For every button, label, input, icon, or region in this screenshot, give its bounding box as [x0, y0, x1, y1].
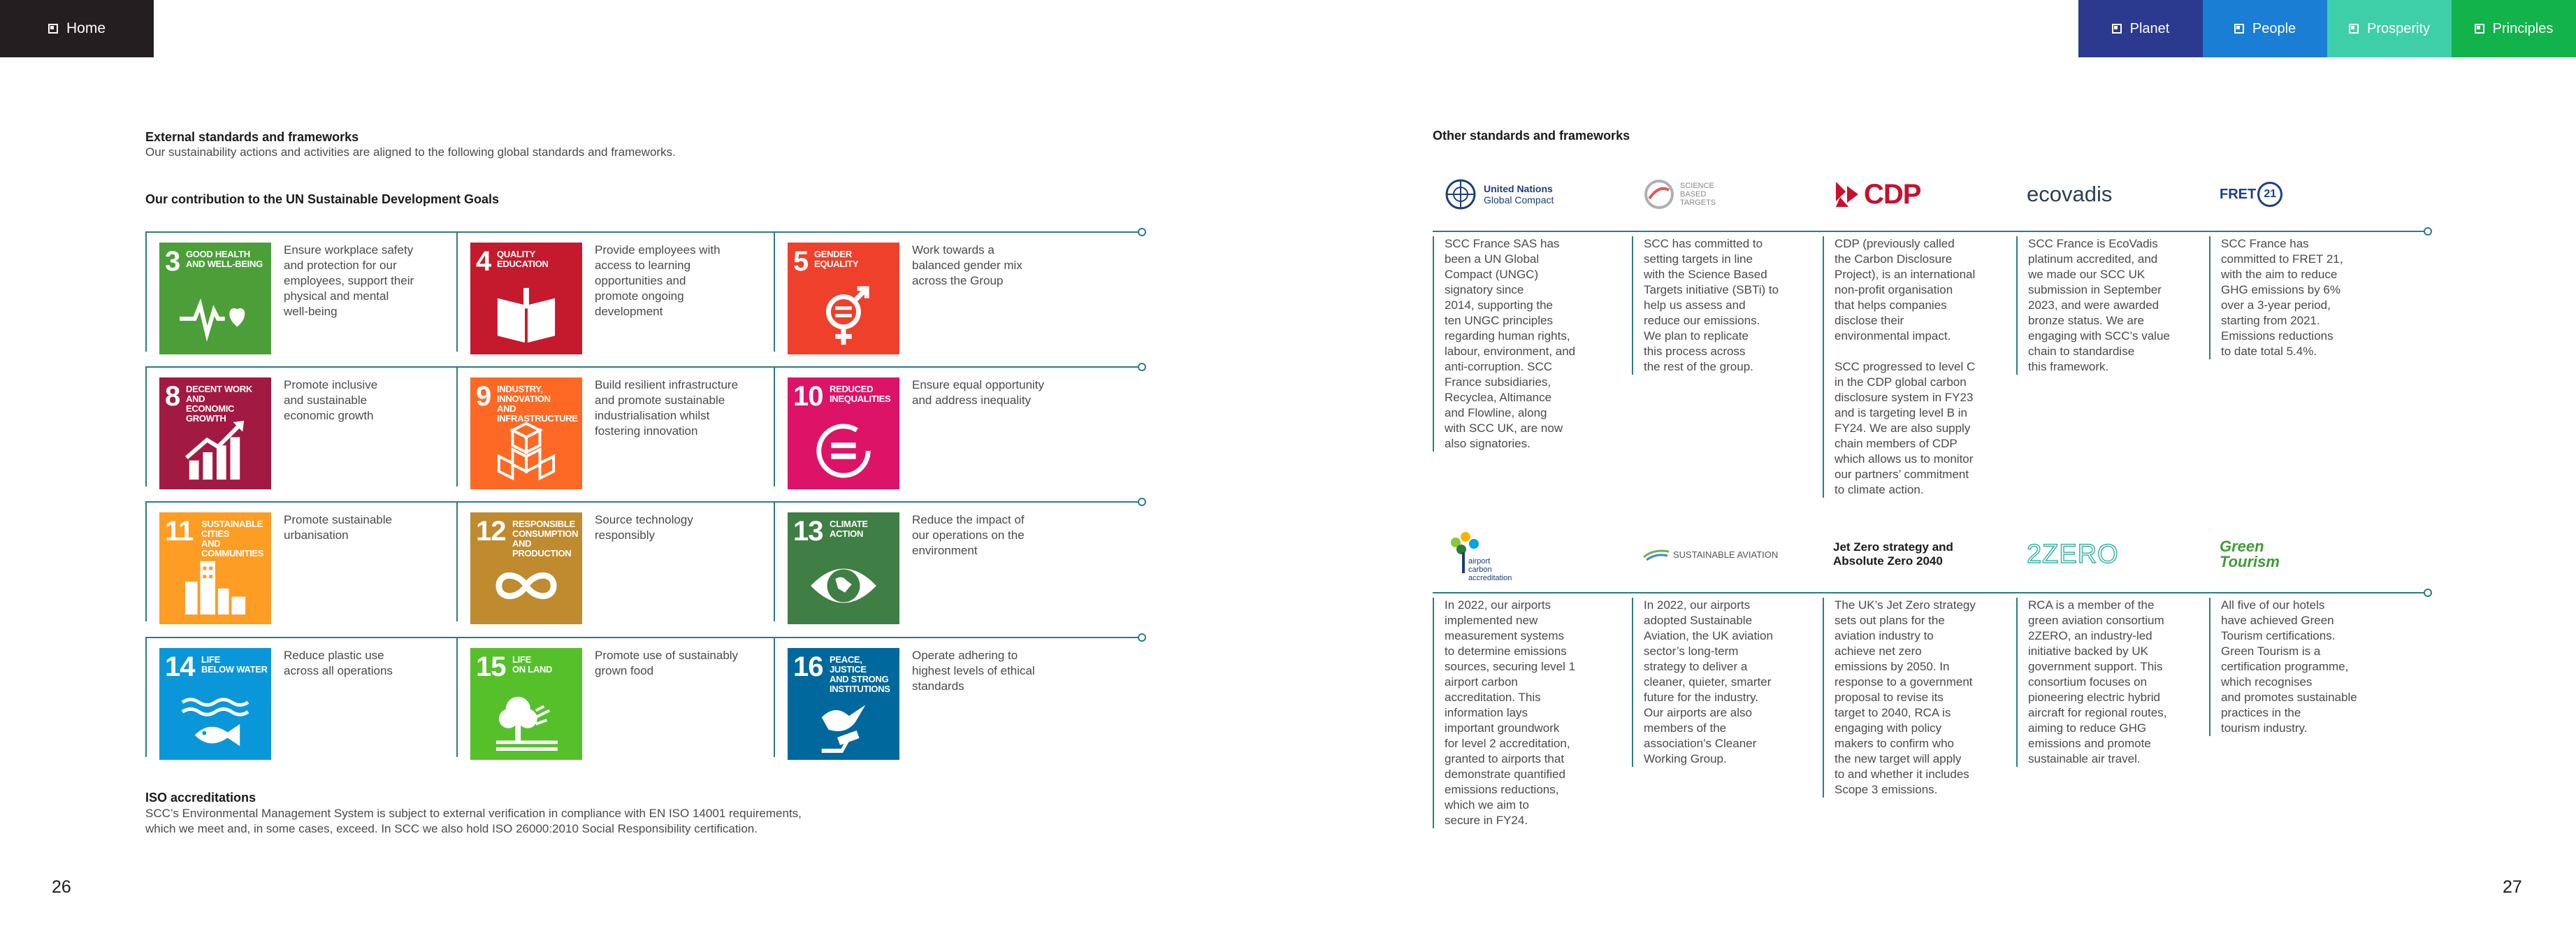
un-logo-line2: Global Compact	[1484, 194, 1554, 206]
sdg-number: 4	[476, 246, 491, 277]
fret-21-badge: 21	[2257, 182, 2282, 207]
sdg-item	[456, 501, 767, 621]
sdg-tile	[470, 243, 582, 354]
sdg-title: PEACE, JUSTICE AND STRONG INSTITUTIONS	[830, 654, 890, 694]
page-number-right: 27	[2503, 877, 2522, 897]
green-tourism-line1: Green	[2220, 538, 2264, 555]
un-logo-line1: United Nations	[1484, 183, 1553, 194]
sdg-title: CLIMATE ACTION	[830, 519, 868, 539]
sdg-number: 5	[793, 246, 809, 277]
sdg-description: Operate adhering to highest levels of ethical standards	[912, 649, 1035, 693]
planet-tab-icon	[2112, 24, 2122, 34]
sustainable-aviation-wordmark: SUSTAINABLE AVIATION	[1673, 549, 1779, 560]
external-standards-intro: Our sustainability actions and activities are aligned to the following global standards and frameworks.	[145, 145, 676, 159]
sdg-tile	[788, 512, 899, 624]
home-icon	[48, 24, 58, 34]
jet-zero-heading-line1: Jet Zero strategy and	[1833, 540, 1953, 554]
sdg-number: 13	[793, 516, 823, 547]
cdp-logo	[1833, 171, 1920, 217]
sdg-title: LIFE BELOW WATER	[201, 654, 268, 675]
fret-wordmark: FRET	[2220, 186, 2257, 202]
un-emblem-icon	[1443, 177, 1478, 212]
sdg-item	[774, 637, 1085, 757]
sdg-number: 9	[476, 381, 491, 412]
sdg-title: REDUCED INEQUALITIES	[830, 384, 891, 404]
sdg-item	[774, 501, 1085, 621]
fish-icon	[179, 690, 252, 753]
tab-principles-label: Principles	[2492, 20, 2554, 36]
framework-description: All five of our hotels have achieved Green Tourism certifications. Green Tourism is a certification programme, which recognises and promotes sustainable practices in the tourism industry.	[2209, 598, 2408, 736]
timeline-dot	[1138, 633, 1146, 642]
sdg-item	[774, 366, 1085, 487]
sdg-description: Promote inclusive and sustainable economic growth	[284, 378, 378, 422]
timeline-line	[1433, 231, 2425, 232]
sdg-item	[145, 637, 456, 757]
tab-planet[interactable]	[2078, 0, 2203, 57]
sdg-description: Ensure equal opportunity and address inequality	[912, 378, 1045, 407]
un-global-compact-logo	[1443, 171, 1554, 217]
sdg-title: SUSTAINABLE CITIES AND COMMUNITIES	[201, 519, 264, 559]
sdg-item	[456, 637, 767, 757]
framework-description: SCC has committed to setting targets in line with the Science Based Targets initiative (SBTi) to help us assess and reduce our emissions. We plan to replicate this process across the rest of the group.	[1632, 236, 1831, 375]
people-tab-icon	[2234, 24, 2244, 34]
sdg-item	[145, 231, 456, 352]
tree-icon	[490, 690, 563, 753]
sdg-description: Promote use of sustainably grown food	[595, 649, 739, 677]
2zero-wordmark: 2ZERO	[2027, 539, 2119, 569]
principles-tab-icon	[2475, 24, 2484, 34]
sdg-item	[456, 366, 767, 487]
tab-people-label: People	[2252, 20, 2296, 36]
eye-globe-icon	[807, 554, 880, 617]
tab-prosperity-label: Prosperity	[2366, 20, 2431, 36]
aviation-swoosh-icon	[1642, 547, 1670, 561]
sdg-number: 10	[793, 381, 823, 412]
book-icon	[490, 285, 563, 347]
other-standards-title: Other standards and frameworks	[1433, 129, 1630, 143]
sdg-tile	[159, 512, 271, 624]
sdg-tile	[470, 512, 582, 624]
sdg-tile	[159, 377, 271, 489]
framework-description: SCC France is EcoVadis platinum accredited, and we made our SCC UK submission in September 2023, and were awarded bronze status. We are engaging with SCC’s value chain to standardise this framework.	[2016, 236, 2215, 375]
sdg-number: 15	[476, 651, 506, 682]
green-tourism-logo	[2220, 531, 2280, 577]
sdg-description: Ensure workplace safety and protection for our employees, support their physical and mental well-being	[284, 243, 414, 318]
growth-chart-icon	[179, 419, 252, 482]
sdg-title: INDUSTRY, INNOVATION AND INFRASTRUCTURE	[497, 384, 578, 424]
sdg-item	[456, 231, 767, 352]
page-number-left: 26	[52, 877, 71, 897]
dove-gavel-icon	[807, 690, 880, 753]
sdg-number: 3	[165, 246, 180, 277]
sdg-description: Reduce the impact of our operations on the environment	[912, 513, 1025, 557]
sdg-tile	[159, 648, 271, 760]
sbti-logo-line1: SCIENCE	[1680, 182, 1714, 190]
sdg-item	[145, 366, 456, 487]
framework-description: The UK’s Jet Zero strategy sets out plans for the aviation industry to achieve net zero emissions by 2050. In response to a government proposal to revise its target to 2040, RCA is engaging with policy makers to confirm who the new target will apply to and whether it includes Scope 3 emissions.	[1823, 598, 2022, 798]
2zero-logo	[2027, 531, 2119, 577]
timeline-dot	[2424, 589, 2432, 597]
tab-prosperity[interactable]	[2327, 0, 2452, 57]
city-icon	[179, 554, 252, 617]
tab-people[interactable]	[2203, 0, 2327, 57]
sdg-tile	[159, 243, 271, 354]
sdg-title: GENDER EQUALITY	[814, 249, 859, 269]
section-tabs	[2078, 0, 2576, 57]
sdg-description: Provide employees with access to learning opportunities and promote ongoing development	[595, 243, 721, 318]
cubes-icon	[490, 419, 563, 482]
sustainable-aviation-logo	[1642, 531, 1778, 577]
sdg-description: Source technology responsibly	[595, 513, 693, 542]
sbti-logo	[1642, 171, 1716, 217]
timeline-dot	[1138, 228, 1146, 236]
framework-description: In 2022, our airports adopted Sustainable Aviation, the UK aviation sector’s long-term strategy to deliver a cleaner, quieter, smarter future for the industry. Our airports are also members of the association’s Cleaner Working Group.	[1632, 598, 1831, 767]
sdg-number: 11	[165, 516, 194, 547]
jet-zero-heading	[1833, 531, 1953, 577]
timeline-line	[1433, 592, 2425, 593]
sbti-logo-line3: TARGETS	[1680, 199, 1716, 207]
cdp-emblem-icon	[1833, 179, 1861, 210]
tab-principles[interactable]	[2452, 0, 2576, 57]
sdg-tile	[788, 377, 899, 489]
sdg-title: QUALITY EDUCATION	[497, 249, 549, 269]
framework-description: CDP (previously called the Carbon Disclosure Project), is an international non-profit organisation that helps companies disclose their environmental impact. SCC progressed to level C in the CDP global carbon disclosure system in FY23 and is targeting level B in FY24. We are also supply chain members of CDP which allows us to monitor our partners’ commitment to climate action.	[1823, 236, 2022, 498]
equals-icon	[807, 419, 880, 482]
home-label: Home	[66, 20, 106, 36]
sdg-item	[774, 231, 1085, 352]
iso-text: SCC’s Environmental Management System is subject to external verification in compliance with EN ISO 14001 requirements, which we meet and, in some cases, exceed. In SCC we also hold ISO 26000:2010 Social Responsibility certification.	[145, 807, 802, 835]
heartbeat-icon	[179, 285, 252, 347]
sdg-title: RESPONSIBLE CONSUMPTION AND PRODUCTION	[512, 519, 579, 559]
sdg-title: LIFE ON LAND	[512, 654, 553, 675]
sbti-logo-line2: BASED	[1680, 190, 1707, 199]
timeline-dot	[2424, 227, 2432, 236]
cdp-wordmark: CDP	[1864, 178, 1921, 210]
external-standards-title: External standards and frameworks	[145, 130, 359, 144]
sdg-item	[145, 501, 456, 621]
sdg-number: 16	[793, 651, 823, 682]
sdg-tile	[470, 377, 582, 489]
framework-description: SCC France SAS has been a UN Global Compact (UNGC) signatory since 2014, supporting the ten UNGC principles regarding human rights, labour, environment, and anti-corruption. SCC France subsidiaries, Recyclea, Altimance and Flowline, along with SCC UK, are now also signatories.	[1433, 236, 1632, 452]
framework-description: SCC France has committed to FRET 21, with the aim to reduce GHG emissions by 6% over a 3-year period, starting from 2021. Emissions reductions to date total 5.4%.	[2209, 236, 2408, 359]
infinity-icon	[490, 554, 563, 617]
sdg-tile	[788, 243, 899, 354]
iso-heading: ISO accreditations	[145, 791, 256, 805]
aca-line1: airport	[1468, 557, 1491, 566]
gender-equality-icon	[807, 285, 880, 347]
ecovadis-logo	[2027, 171, 2112, 217]
prosperity-tab-icon	[2349, 24, 2359, 34]
sdg-title: GOOD HEALTH AND WELL-BEING	[186, 249, 263, 269]
sdg-description: Reduce plastic use across all operations	[284, 649, 393, 677]
sbti-emblem-icon	[1642, 178, 1676, 211]
sdg-number: 8	[165, 381, 180, 412]
aca-line3: accreditation	[1468, 574, 1512, 582]
sdg-title: DECENT WORK AND ECONOMIC GROWTH	[186, 384, 252, 424]
sdg-number: 14	[165, 651, 195, 682]
fret21-logo	[2220, 171, 2282, 217]
home-button[interactable]	[0, 0, 154, 57]
sdg-tile	[470, 648, 582, 760]
sdg-number: 12	[476, 516, 506, 547]
ecovadis-wordmark: ecovadis	[2027, 182, 2113, 206]
sdg-tile	[788, 648, 899, 760]
jet-zero-heading-line2: Absolute Zero 2040	[1833, 554, 1943, 568]
sdg-description: Promote sustainable urbanisation	[284, 513, 392, 542]
sdg-heading: Our contribution to the UN Sustainable Development Goals	[145, 192, 500, 206]
sdg-description: Build resilient infrastructure and promote sustainable industrialisation whilst fostering innovation	[595, 378, 739, 438]
timeline-dot	[1138, 498, 1146, 506]
tab-planet-label: Planet	[2129, 20, 2170, 36]
timeline-dot	[1138, 363, 1146, 371]
framework-description: RCA is a member of the green aviation consortium 2ZERO, an industry-led initiative backed by UK government support. This consortium focuses on pioneering electric hybrid aircraft for regional routes, aiming to reduce GHG emissions and promote sustainable air travel.	[2016, 598, 2215, 767]
green-tourism-line2: Tourism	[2220, 553, 2280, 570]
aca-line2: carbon	[1468, 566, 1492, 574]
framework-description: In 2022, our airports implemented new measurement systems to determine emissions sources, securing level 1 airport carbon accreditation. This information lays important groundwork for level 2 accreditation, granted to airports that demonstrate quantified emissions reductions, which we aim to secure in FY24.	[1433, 598, 1632, 828]
sdg-description: Work towards a balanced gender mix across the Group	[912, 243, 1022, 287]
airport-carbon-accreditation-logo	[1443, 531, 1512, 582]
